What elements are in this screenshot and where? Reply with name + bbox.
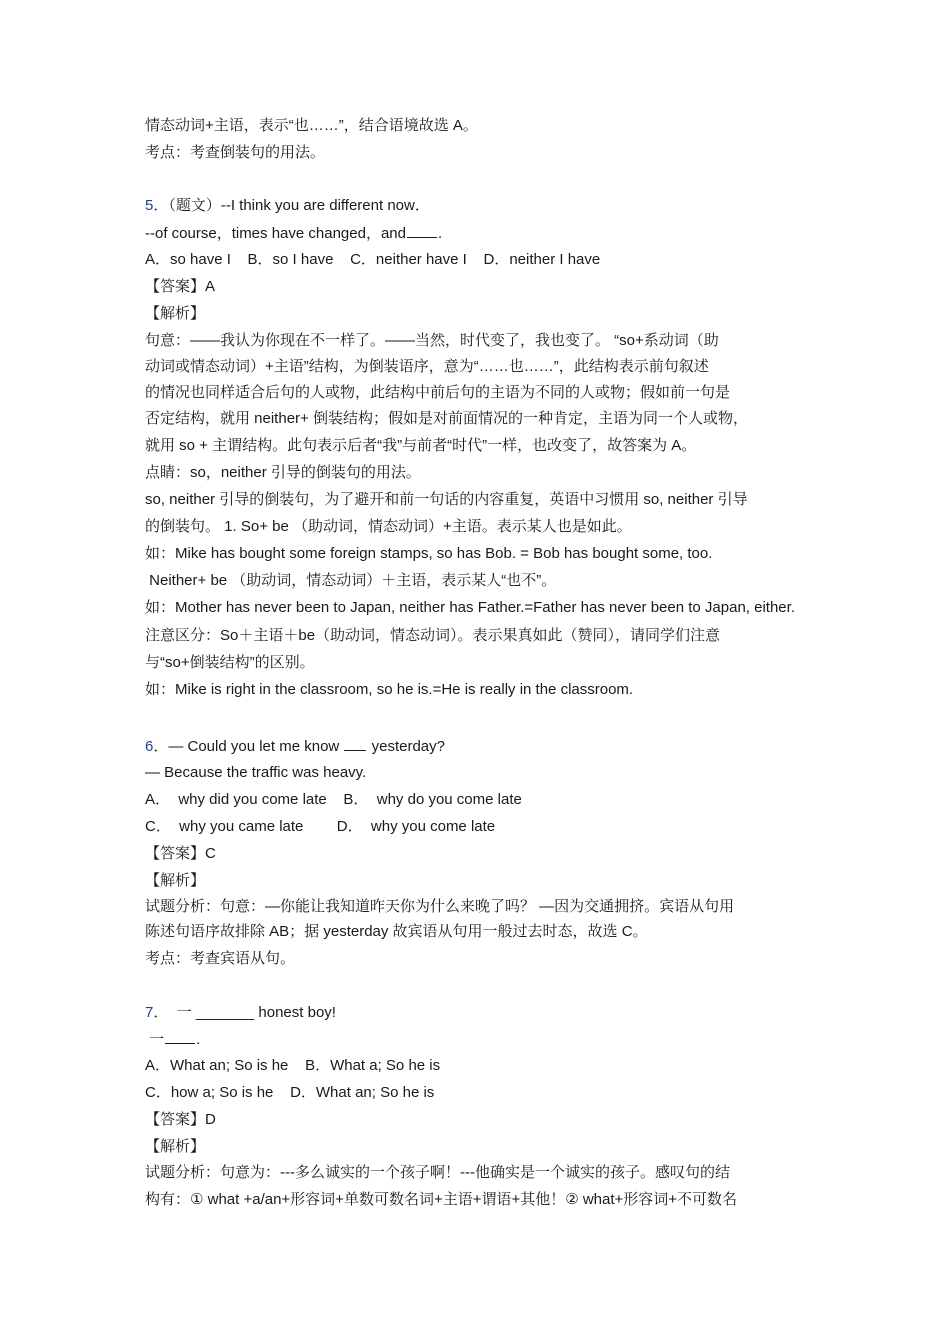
line-text: ． 一 _______ honest boy! xyxy=(153,1004,336,1021)
line-text: 【答案】A xyxy=(145,278,216,295)
line-text: 情态动词+主语，表示“也……”，结合语境故选 A。 xyxy=(145,117,478,134)
line-text: 就用 so + 主谓结构。此句表示后者“我”与前者“时代”一样，也改变了，故答案为 A。 xyxy=(145,437,697,454)
text-line xyxy=(145,116,815,136)
line-text: ．（题文）--I think you are different now． xyxy=(153,197,430,214)
line-text: — Because the traffic was heavy. xyxy=(145,764,367,781)
line-text: 的倒装句。 1. So+ be （助动词，情态动词）+主语。表示某人也是如此。 xyxy=(145,518,632,535)
line-text: 试题分析：句意：—你能让我知道昨天你为什么来晚了吗？ —因为交通拥挤。宾语从句用 xyxy=(145,898,735,915)
line-text: 如：Mike has bought some foreign stamps, so has Bob. = Bob has bought some, too. xyxy=(145,545,713,562)
text-line xyxy=(145,517,815,537)
text-line xyxy=(145,1029,815,1050)
text-line xyxy=(145,736,815,757)
question-number: 5 xyxy=(145,197,154,214)
line-text-after-blank: yesterday? xyxy=(367,738,445,755)
text-line xyxy=(145,790,815,810)
line-text: 的情况也同样适合后句的人或物，此结构中前后句的主语为不同的人或物；假如前一句是 xyxy=(145,384,731,401)
question-number: 6 xyxy=(145,738,154,755)
text-line xyxy=(145,817,815,837)
text-line xyxy=(145,598,815,618)
text-line xyxy=(145,844,815,864)
line-text: Neither+ be （助动词，情态动词）＋主语，表示某人“也不”。 xyxy=(145,572,557,589)
text-line xyxy=(145,409,815,429)
text-line xyxy=(145,544,815,564)
text-line xyxy=(145,277,815,297)
text-line xyxy=(145,626,815,646)
text-line xyxy=(145,1110,815,1130)
text-line xyxy=(145,680,815,700)
line-text: 动词或情态动词）+主语”结构，为倒装语序，意为“……也……”，此结构表示前句叙述 xyxy=(145,358,709,375)
text-line xyxy=(145,1163,815,1183)
line-text: 如：Mother has never been to Japan, neither has Father.=Father has never been to Japan, either. xyxy=(145,599,795,616)
line-text: 与“so+倒装结构”的区别。 xyxy=(145,654,315,671)
text-line xyxy=(145,436,815,456)
line-text: 陈述句语序故排除 AB；据 yesterday 故宾语从句用一般过去时态，故选 C。 xyxy=(145,923,648,940)
answer-blank xyxy=(165,1029,195,1044)
text-line xyxy=(145,1083,815,1103)
line-text: 考点：考查倒装句的用法。 xyxy=(145,144,326,161)
line-text: 点睛：so，neither 引导的倒装句的用法。 xyxy=(145,464,421,481)
text-line xyxy=(145,304,815,324)
line-text-before-blank: --of course，times have changed，and xyxy=(145,225,406,242)
text-line xyxy=(145,763,815,783)
text-line xyxy=(145,383,815,403)
line-text: 【解析】 xyxy=(145,305,206,322)
line-text: 注意区分：So＋主语＋be（助动词，情态动词）。表示果真如此（赞同），请同学们注意 xyxy=(145,627,721,644)
line-text: C． why you came late D． why you come late xyxy=(145,818,496,835)
text-line xyxy=(145,1056,815,1076)
line-text: C．how a; So is he D．What an; So he is xyxy=(145,1084,435,1101)
text-line xyxy=(145,1003,815,1023)
line-text-after-blank: . xyxy=(437,225,443,242)
line-text: 否定结构，就用 neither+ 倒装结构；假如是对前面情况的一种肯定，主语为同一个人或物， xyxy=(145,410,748,427)
text-line xyxy=(145,223,815,244)
line-text: so, neither 引导的倒装句，为了避开和前一句话的内容重复，英语中习惯用 so, neither 引导 xyxy=(145,491,748,508)
text-line xyxy=(145,653,815,673)
text-line xyxy=(145,196,815,216)
line-text: A．What an; So is he B．What a; So he is xyxy=(145,1057,441,1074)
line-text: A． why did you come late B． why do you come late xyxy=(145,791,522,808)
question-number: 7 xyxy=(145,1004,154,1021)
text-line xyxy=(145,331,815,351)
line-text-before-blank: 一 xyxy=(145,1031,165,1048)
line-text: 如：Mike is right in the classroom, so he is.=He is really in the classroom. xyxy=(145,681,634,698)
text-line xyxy=(145,463,815,483)
text-line xyxy=(145,143,815,163)
text-line xyxy=(145,922,815,942)
text-line xyxy=(145,490,815,510)
line-text: 【答案】C xyxy=(145,845,216,862)
text-line xyxy=(145,871,815,891)
line-text: 【答案】D xyxy=(145,1111,216,1128)
text-line xyxy=(145,250,815,270)
text-line xyxy=(145,357,815,377)
line-text: 句意：——我认为你现在不一样了。——当然，时代变了，我也变了。 “so+系动词（助 xyxy=(145,332,719,349)
text-line xyxy=(145,1137,815,1157)
line-text-before-blank: ．— Could you let me know xyxy=(153,738,344,755)
text-line xyxy=(145,1190,815,1210)
line-text: 【解析】 xyxy=(145,1138,206,1155)
line-text: 【解析】 xyxy=(145,872,206,889)
line-text: 考点：考查宾语从句。 xyxy=(145,950,296,967)
text-line xyxy=(145,949,815,969)
line-text-after-blank: . xyxy=(196,1031,201,1048)
line-text: 试题分析：句意为：---多么诚实的一个孩子啊！---他确实是一个诚实的孩子。感叹句的结 xyxy=(145,1164,730,1181)
line-text: 构有：① what +a/an+形容词+单数可数名词+主语+谓语+其他！② what+形容词+不可数名 xyxy=(145,1191,738,1208)
answer-blank xyxy=(344,736,366,751)
answer-blank xyxy=(407,223,437,238)
text-line xyxy=(145,571,815,591)
line-text: A．so have I B．so I have C．neither have I D．neither I have xyxy=(145,251,601,268)
text-line xyxy=(145,897,815,917)
